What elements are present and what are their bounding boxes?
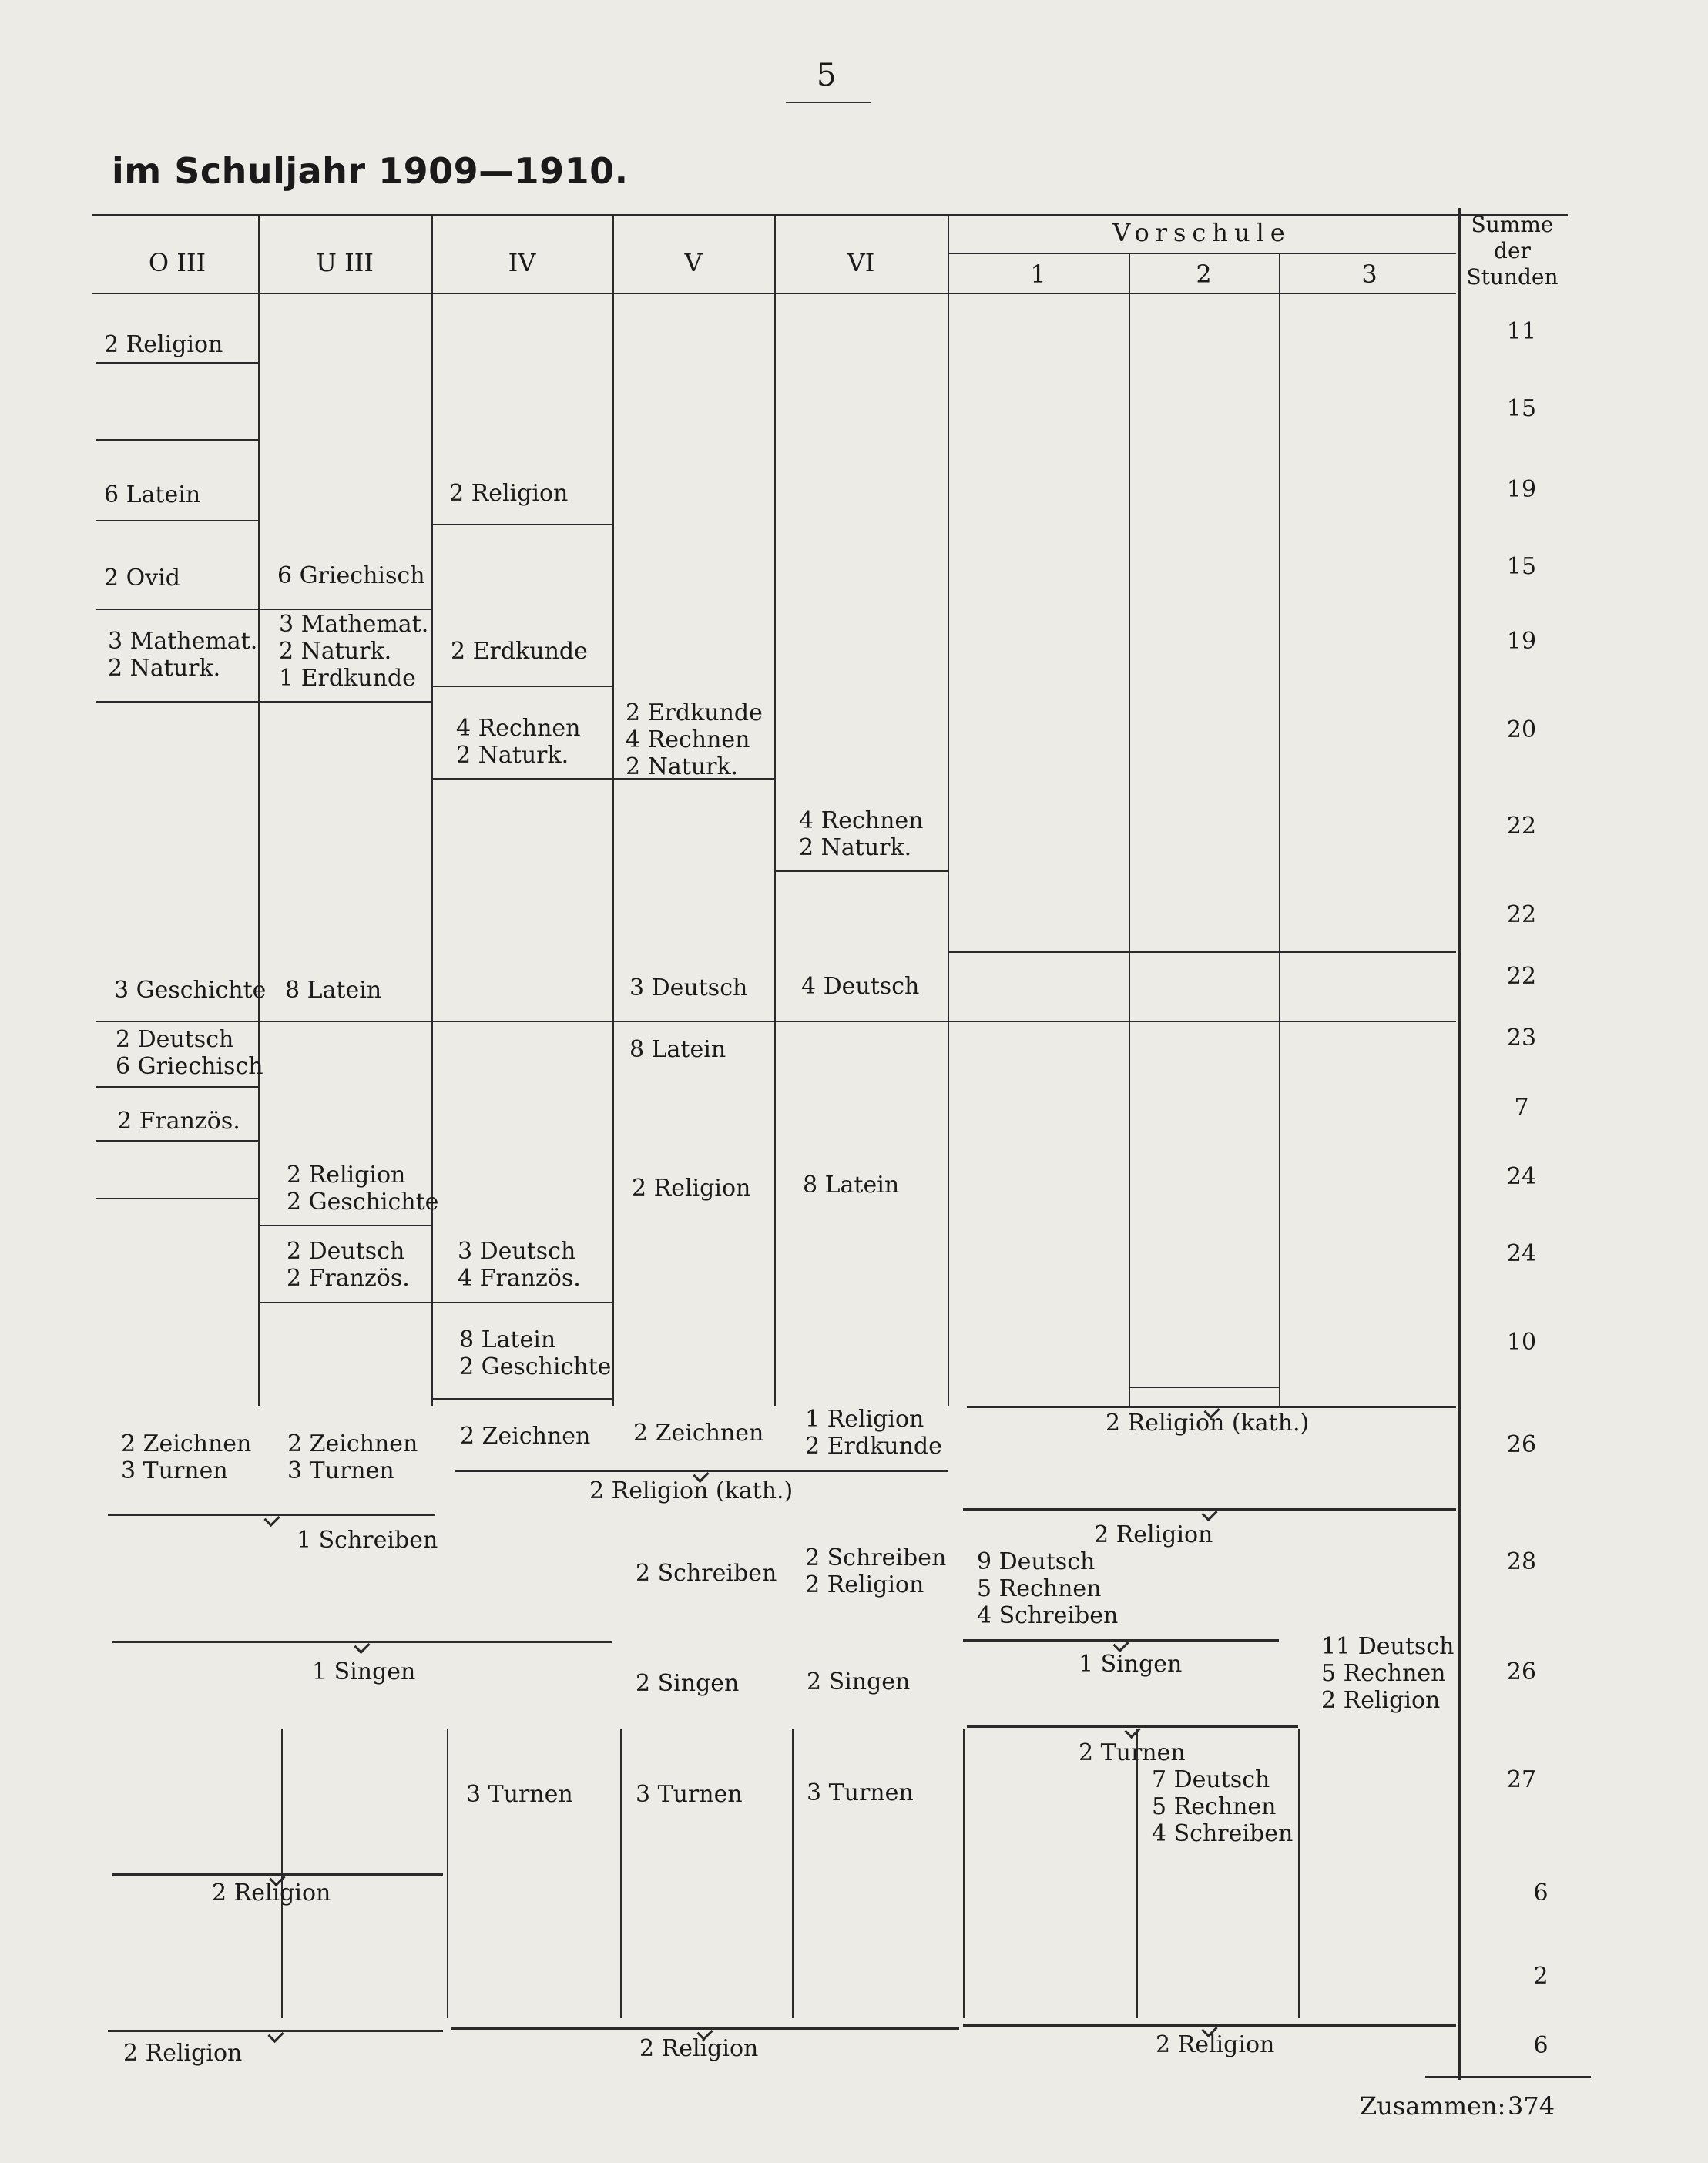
row-rule [96, 439, 258, 441]
col-header-o3: O III [148, 248, 206, 277]
cell-o3u3-schreiben: 1 Schreiben [297, 1527, 438, 1554]
cell-o3-zeichnen: 2 Zeichnen [121, 1430, 252, 1457]
cell-vs-turnen: 2 Turnen [1079, 1739, 1186, 1766]
cell-vi-latein: 8 Latein [803, 1172, 900, 1199]
cell-vs3-deutsch: 11 Deutsch [1321, 1633, 1455, 1660]
cell-v-religion: 2 Religion [632, 1175, 751, 1202]
row-rule [96, 1198, 258, 1199]
sum-row-16: 28 [1506, 1548, 1537, 1575]
cell-vs3-rechnen: 5 Rechnen [1321, 1660, 1446, 1687]
row-rule [776, 870, 948, 872]
sum-row-8: 22 [1506, 901, 1537, 928]
cell-v-schreiben: 2 Schreiben [636, 1560, 777, 1587]
cell-vs12-singen: 1 Singen [1079, 1651, 1183, 1678]
cell-vi-singen: 2 Singen [807, 1668, 911, 1695]
page-number: 5 [817, 58, 837, 93]
cell-u3-turnen: 3 Turnen [287, 1457, 394, 1484]
total-label: Zusammen: [1360, 2091, 1506, 2121]
cell-o3-naturk: 2 Naturk. [108, 655, 221, 682]
cell-o3iv-singen: 1 Singen [312, 1658, 416, 1685]
col-header-vs3: 3 [1361, 260, 1377, 289]
col-divider-lower-v [620, 1729, 622, 2018]
cell-v-turnen: 3 Turnen [636, 1781, 743, 1808]
row-rule [96, 1086, 258, 1088]
sum-row-6: 20 [1506, 716, 1537, 743]
col-header-iv: IV [508, 248, 536, 277]
cell-vi-schreiben: 2 Schreiben [805, 1544, 947, 1571]
row-rule [96, 1021, 1456, 1022]
col-header-u3: U III [315, 248, 374, 277]
cell-iv-rechnen: 4 Rechnen [456, 715, 581, 742]
brace-o3u3-schreiben [108, 1514, 435, 1527]
col-header-summe: Summe der Stunden [1466, 212, 1559, 290]
col-header-v: V [684, 248, 703, 277]
col-divider-u3-iv [431, 216, 433, 1406]
total-rule [1425, 2076, 1591, 2078]
cell-o3-griechisch: 6 Griechisch [116, 1053, 263, 1080]
sum-row-7: 22 [1506, 813, 1537, 840]
sum-row-12: 24 [1506, 1163, 1537, 1190]
col-divider-v-vi [774, 216, 776, 1406]
cell-vs-religion: 2 Religion [1156, 2031, 1275, 2058]
cell-o3-latein: 6 Latein [104, 481, 201, 508]
sum-row-17: 26 [1506, 1658, 1537, 1685]
sum-row-1: 11 [1506, 318, 1537, 345]
sum-row-5: 19 [1506, 628, 1537, 655]
cell-vi-erdkunde: 2 Erdkunde [805, 1433, 942, 1460]
sum-row-4: 15 [1506, 553, 1537, 580]
cell-v-erdkunde: 2 Erdkunde [626, 699, 763, 726]
row-rule [949, 951, 1456, 953]
cell-ivvi-religion: 2 Religion [639, 2035, 759, 2062]
cell-mid-religion-kath: 2 Religion (kath.) [589, 1477, 794, 1504]
row-rule [433, 686, 612, 687]
cell-u3-griechisch: 6 Griechisch [277, 562, 425, 589]
cell-vs1-rechnen: 5 Rechnen [977, 1575, 1102, 1602]
col-divider-sum [1458, 208, 1461, 2080]
cell-vs1-deutsch: 9 Deutsch [977, 1548, 1096, 1575]
sum-row-20: 2 [1533, 1963, 1549, 1990]
sum-row-2: 15 [1506, 395, 1537, 422]
cell-iv-naturk: 2 Naturk. [456, 742, 569, 769]
cell-iv-geschichte: 2 Geschichte [459, 1353, 612, 1380]
sum-row-11: 7 [1514, 1094, 1529, 1121]
col-header-vs1: 1 [1030, 260, 1046, 289]
col-divider-o3-u3 [258, 216, 260, 1406]
cell-v-latein: 8 Latein [629, 1036, 726, 1063]
cell-v-deutsch: 3 Deutsch [629, 974, 748, 1001]
cell-vs2-schreiben: 4 Schreiben [1152, 1820, 1294, 1847]
brace-o3iv-singen [112, 1641, 612, 1654]
row-rule [433, 524, 612, 525]
cell-o3-ovid: 2 Ovid [104, 565, 180, 592]
page-heading: im Schuljahr 1909—1910. [112, 150, 629, 192]
cell-iv-erdkunde: 2 Erdkunde [451, 638, 588, 665]
cell-u3-franzoes: 2 Französ. [287, 1265, 410, 1292]
vorschule-subheader-rule [948, 253, 1456, 254]
row-rule [260, 1302, 612, 1303]
cell-u3-zeichnen: 2 Zeichnen [287, 1430, 418, 1457]
cell-vi-turnen: 3 Turnen [807, 1779, 914, 1806]
page-number-rule [786, 102, 871, 103]
cell-v-naturk: 2 Naturk. [626, 753, 739, 780]
sum-row-19: 6 [1533, 1880, 1549, 1906]
cell-iv-deutsch: 3 Deutsch [458, 1238, 576, 1265]
cell-u3-latein: 8 Latein [285, 977, 382, 1004]
cell-u3-erdkunde: 1 Erdkunde [279, 665, 416, 692]
col-divider-lower-iv [447, 1729, 448, 2018]
row-rule [260, 1225, 431, 1226]
sum-row-15: 26 [1506, 1431, 1537, 1458]
cell-o3-geschichte: 3 Geschichte [114, 977, 267, 1004]
cell-vs1-schreiben: 4 Schreiben [977, 1602, 1119, 1629]
col-divider-vi-vs1 [948, 216, 949, 1406]
col-divider-lower-vs2 [1136, 1729, 1138, 2018]
cell-v-singen: 2 Singen [636, 1670, 740, 1697]
cell-o3u3-religion: 2 Religion [212, 1880, 331, 1906]
cell-o3-religion: 2 Religion [104, 331, 223, 358]
row-rule [96, 609, 431, 610]
cell-o3-deutsch: 2 Deutsch [116, 1026, 234, 1053]
col-header-vs2: 2 [1196, 260, 1212, 289]
cell-vs12-religion: 2 Religion [1094, 1521, 1213, 1548]
row-rule [96, 701, 431, 703]
col-divider-lower-vs3 [1298, 1729, 1300, 2018]
cell-vi-deutsch: 4 Deutsch [801, 973, 920, 1000]
row-rule [1130, 1387, 1279, 1388]
cell-iv-franzoes: 4 Französ. [458, 1265, 581, 1292]
row-rule [96, 362, 258, 364]
brace-vs-turnen [967, 1725, 1298, 1739]
cell-v-rechnen: 4 Rechnen [626, 726, 750, 753]
cell-vi-religion-2: 2 Religion [805, 1571, 924, 1598]
cell-vs2-deutsch: 7 Deutsch [1152, 1766, 1270, 1793]
table-top-rule [92, 214, 1568, 216]
cell-iv-religion: 2 Religion [449, 480, 569, 507]
cell-v-zeichnen: 2 Zeichnen [633, 1420, 764, 1447]
cell-vi-naturk: 2 Naturk. [799, 834, 912, 861]
col-divider-vs1-vs2 [1129, 254, 1130, 1406]
col-divider-lower-vi [792, 1729, 794, 2018]
cell-u3-mathemat: 3 Mathemat. [279, 611, 429, 638]
cell-vs2-rechnen: 5 Rechnen [1152, 1793, 1277, 1820]
col-header-vorschule: Vorschule [1112, 218, 1291, 247]
cell-vs3-religion: 2 Religion [1321, 1687, 1441, 1714]
sum-row-21: 6 [1533, 2032, 1549, 2059]
sum-row-9: 22 [1506, 963, 1537, 990]
cell-vi-religion: 1 Religion [805, 1406, 924, 1433]
total-value: 374 [1508, 2091, 1555, 2121]
sum-row-18: 27 [1506, 1766, 1537, 1793]
sum-row-10: 23 [1506, 1024, 1537, 1051]
col-divider-vs2-vs3 [1279, 254, 1280, 1406]
sum-row-14: 10 [1506, 1329, 1537, 1356]
cell-vs-religion-kath: 2 Religion (kath.) [1106, 1410, 1310, 1437]
cell-o3-turnen: 3 Turnen [121, 1457, 228, 1484]
brace-vs12-religion [963, 1508, 1456, 1521]
cell-vi-rechnen: 4 Rechnen [799, 807, 924, 834]
col-divider-iv-v [612, 216, 614, 1406]
sum-row-13: 24 [1506, 1240, 1537, 1267]
col-divider-lower-vs1 [963, 1729, 965, 2018]
cell-u3-religion: 2 Religion [287, 1162, 406, 1189]
row-rule [433, 1398, 612, 1400]
cell-iv-zeichnen: 2 Zeichnen [460, 1423, 591, 1450]
cell-u3-deutsch: 2 Deutsch [287, 1238, 405, 1265]
cell-o3-mathemat: 3 Mathemat. [108, 628, 258, 655]
cell-iv-turnen: 3 Turnen [466, 1781, 573, 1808]
col-header-vi: VI [847, 248, 875, 277]
row-rule [96, 520, 258, 521]
cell-o3u3-religion-2: 2 Religion [123, 2040, 243, 2067]
sum-row-3: 19 [1506, 476, 1537, 503]
cell-iv-latein: 8 Latein [459, 1326, 556, 1353]
row-rule [96, 1140, 258, 1142]
cell-u3-geschichte: 2 Geschichte [287, 1189, 439, 1216]
cell-o3-franzoes: 2 Französ. [117, 1108, 240, 1135]
cell-u3-naturk: 2 Naturk. [279, 638, 392, 665]
